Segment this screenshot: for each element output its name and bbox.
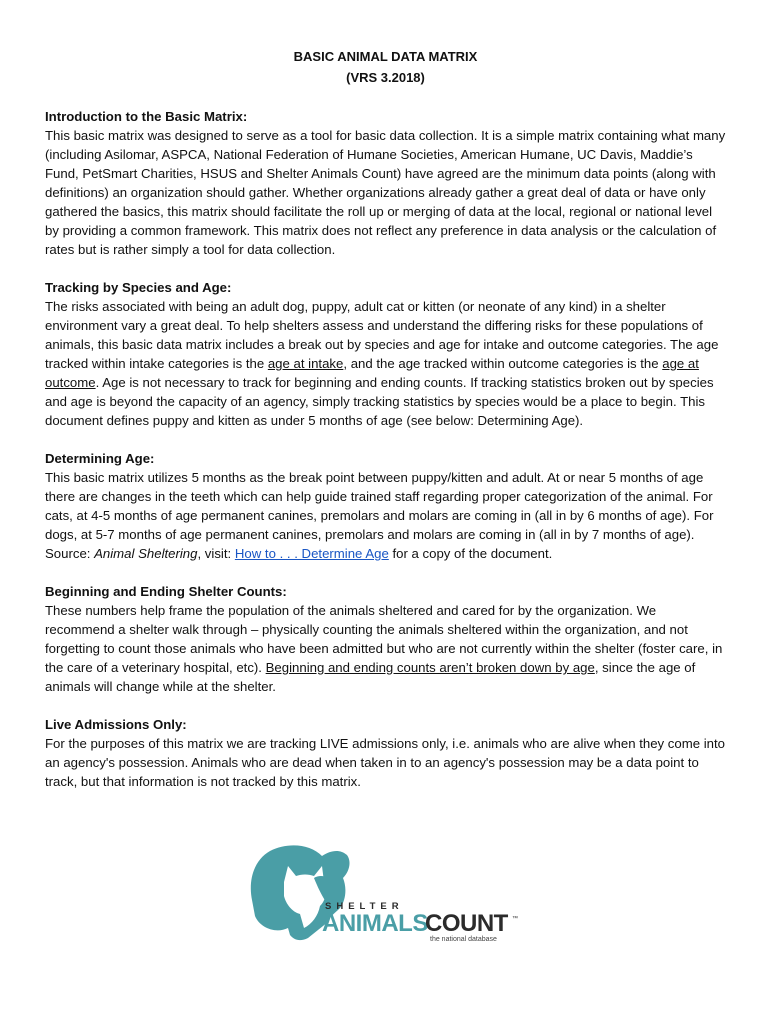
body-text: , and the age tracked within outcome categories is the (343, 356, 663, 371)
section-heading: Live Admissions Only: (45, 717, 187, 732)
underlined-term: age at outcome (45, 356, 699, 390)
underlined-term: age at intake (267, 356, 344, 371)
section-body (45, 601, 726, 696)
section-heading: Tracking by Species and Age: (45, 280, 232, 295)
body-text: The risks associated with being an adult dog, puppy, adult cat or kitten (or neonate of any kind) in a shelter environment vary a great deal. To help shelters assess and understand the differing risks for these populations of animals, this basic data matrix includes a break out by species and age for intake and outcome categories. The age tracked within intake categories is the (45, 299, 719, 371)
section-body (45, 297, 726, 430)
body-text: This basic matrix utilizes 5 months as the break point between puppy/kitten and adult. At or near 5 months of age there are changes in the teeth which can help guide trained staff regarding proper categorization of the animal. For cats, at 4-5 months of age permanent canines, premolars and molars are coming in (all in by 6 months of age). For dogs, at 5-7 months of age permanent canines, premolars and molars are coming in (all in by 7 months of age). Source: (45, 470, 714, 561)
logo-trademark: ™ (512, 916, 518, 922)
body-text: . Age is not necessary to track for beginning and ending counts. If tracking statistics broken out by species and age is beyond the capacity of an agency, simply tracking statistics by species would be a place to begin. This document defines puppy and kitten as under 5 months of age (see below: Determining Age). (45, 375, 714, 428)
logo-word-top: SHELTER (325, 901, 404, 912)
body-text: , since the age of animals will change while at the shelter. (45, 660, 696, 694)
body-text: These numbers help frame the population of the animals sheltered and cared for by the organization. We recommend a shelter walk through – physically counting the animals sheltered within the organization, and not forgetting to count those animals who have been admitted but who are not currently within the shelter (foster care, in the care of a veterinary hospital, etc). (45, 603, 723, 675)
section-live-admissions (45, 715, 726, 791)
source-title: Animal Sheltering (94, 546, 198, 561)
section-shelter-counts (45, 582, 726, 696)
section-heading: Introduction to the Basic Matrix: (45, 109, 248, 124)
section-introduction (45, 107, 726, 259)
underlined-term: Beginning and ending counts aren’t broken down by age (265, 660, 595, 675)
section-body (45, 468, 726, 563)
logo-tagline: the national database (430, 936, 497, 943)
logo-word-right: COUNT (425, 910, 508, 937)
section-tracking (45, 278, 726, 430)
body-text: , visit: (197, 546, 235, 561)
body-text: for a copy of the document. (388, 546, 553, 561)
logo-word-left: ANIMALS (322, 910, 428, 937)
section-body: For the purposes of this matrix we are tracking LIVE admissions only, i.e. animals who are alive when they come into an agency's possession. Animals who are dead when taken in to an agency's possession may be a data point to track, but that information is not tracked by this matrix. (45, 736, 725, 789)
section-heading: Determining Age: (45, 451, 155, 466)
section-determining-age (45, 449, 726, 563)
section-body: This basic matrix was designed to serve as a tool for basic data collection. It is a simple matrix containing what many (including Asilomar, ASPCA, National Federation of Humane Societies, American Humane, UC Davis, Maddie’s Fund, PetSmart Charities, HSUS and Shelter Animals Count) have agreed are the minimum data points (along with definitions) an organization should gather. Whether organizations already gather a great deal of data or have only gathered the basics, this matrix should facilitate the roll up or merging of data at the local, regional or national level by providing a common framework. This matrix does not reflect any preference in data analysis or the calculation of rates but is rather simply a tool for data collection. (45, 128, 726, 257)
determine-age-link[interactable]: How to . . . Determine Age (234, 546, 389, 561)
document-version: (VRS 3.2018) (346, 70, 425, 85)
shelter-animals-count-logo (248, 842, 523, 954)
section-heading: Beginning and Ending Shelter Counts: (45, 584, 287, 599)
document-title-block (45, 46, 726, 88)
logo-graphic (248, 842, 523, 954)
document-title: BASIC ANIMAL DATA MATRIX (293, 49, 478, 64)
